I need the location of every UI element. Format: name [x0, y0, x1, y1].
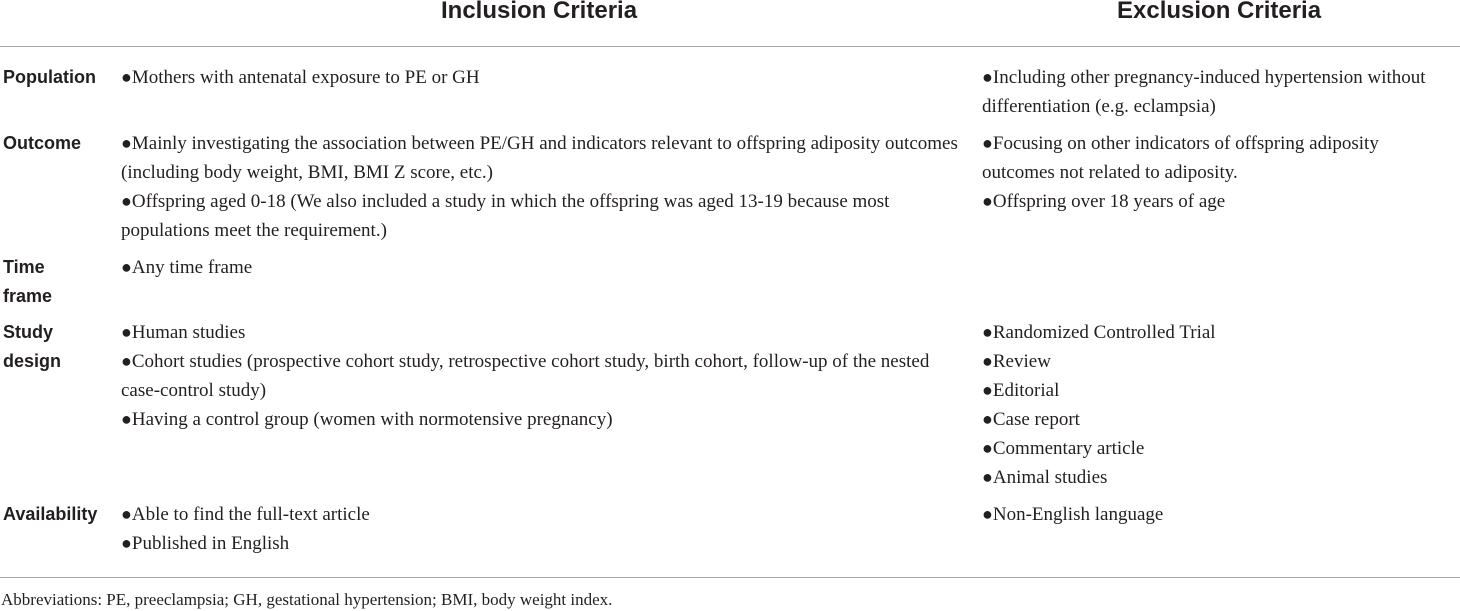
criterion-item: ●Able to find the full-text article	[121, 504, 370, 525]
row-label-outcome: Outcome	[3, 133, 82, 153]
row-label-population: Population	[3, 67, 96, 87]
criterion-item: ●Non-English language	[982, 504, 1164, 525]
bullet-icon: ●	[121, 257, 132, 277]
criterion-item: ●Mainly investigating the association between PE/GH and indicators relevant to offspring adiposity outcomes (including body weight, BMI, BMI Z score, etc.)	[121, 133, 958, 183]
criterion-item: ●Offspring over 18 years of age	[982, 191, 1226, 212]
criterion-item: ●Focusing on other indicators of offspring adiposity outcomes not related to adiposity.	[982, 133, 1379, 183]
bullet-icon: ●	[982, 133, 993, 153]
bullet-icon: ●	[982, 67, 993, 87]
bullet-icon: ●	[121, 133, 132, 153]
criterion-item: ●Review	[982, 351, 1051, 372]
bullet-icon: ●	[982, 438, 993, 458]
exclusion-cell-study-design	[982, 318, 1452, 492]
criterion-item: ●Offspring aged 0-18 (We also included a study in which the offspring was aged 13-19 because most populations meet the requirement.)	[121, 191, 890, 241]
bullet-icon: ●	[982, 380, 993, 400]
criterion-item: ●Having a control group (women with normotensive pregnancy)	[121, 409, 613, 430]
abbreviations-footnote: Abbreviations: PE, preeclampsia; GH, gestational hypertension; BMI, body weight index.	[1, 590, 613, 609]
bullet-icon: ●	[121, 409, 132, 429]
criterion-item: ●Randomized Controlled Trial	[982, 322, 1216, 343]
inclusion-cell-time-frame	[121, 253, 961, 282]
inclusion-cell-study-design	[121, 318, 961, 434]
bullet-icon: ●	[982, 504, 993, 524]
inclusion-cell-availability	[121, 500, 961, 558]
criterion-item: ●Including other pregnancy-induced hypertension without differentiation (e.g. eclampsia)	[982, 67, 1426, 117]
bullet-icon: ●	[121, 504, 132, 524]
bullet-icon: ●	[121, 67, 132, 87]
inclusion-criteria-header: Inclusion Criteria	[441, 0, 638, 24]
bullet-icon: ●	[982, 351, 993, 371]
criterion-item: ●Human studies	[121, 322, 246, 343]
criterion-item: ●Case report	[982, 409, 1080, 430]
bullet-icon: ●	[982, 467, 993, 487]
criterion-item: ●Mothers with antenatal exposure to PE or GH	[121, 67, 480, 88]
inclusion-cell-outcome	[121, 129, 961, 245]
inclusion-cell-population	[121, 63, 961, 92]
table-header-row	[0, 0, 1460, 47]
bullet-icon: ●	[982, 322, 993, 342]
criterion-item: ●Commentary article	[982, 438, 1145, 459]
bullet-icon: ●	[982, 191, 993, 211]
bullet-icon: ●	[121, 322, 132, 342]
criterion-item: ●Editorial	[982, 380, 1060, 401]
criterion-item: ●Published in English	[121, 533, 290, 554]
exclusion-cell-outcome	[982, 129, 1452, 216]
row-label-study-design: Study design	[3, 322, 62, 371]
bullet-icon: ●	[121, 191, 132, 211]
table-footer-divider	[0, 577, 1460, 578]
criterion-item: ●Cohort studies (prospective cohort study, retrospective cohort study, birth cohort, follow-up of the nested case-control study)	[121, 351, 930, 401]
exclusion-cell-availability	[982, 500, 1452, 529]
exclusion-cell-population	[982, 63, 1452, 121]
row-label-availability: Availability	[3, 504, 98, 524]
exclusion-criteria-header: Exclusion Criteria	[1117, 0, 1322, 24]
row-label-time-frame: Time frame	[3, 257, 53, 306]
criterion-item: ●Animal studies	[982, 467, 1108, 488]
criterion-item: ●Any time frame	[121, 257, 253, 278]
bullet-icon: ●	[982, 409, 993, 429]
bullet-icon: ●	[121, 351, 132, 371]
bullet-icon: ●	[121, 533, 132, 553]
